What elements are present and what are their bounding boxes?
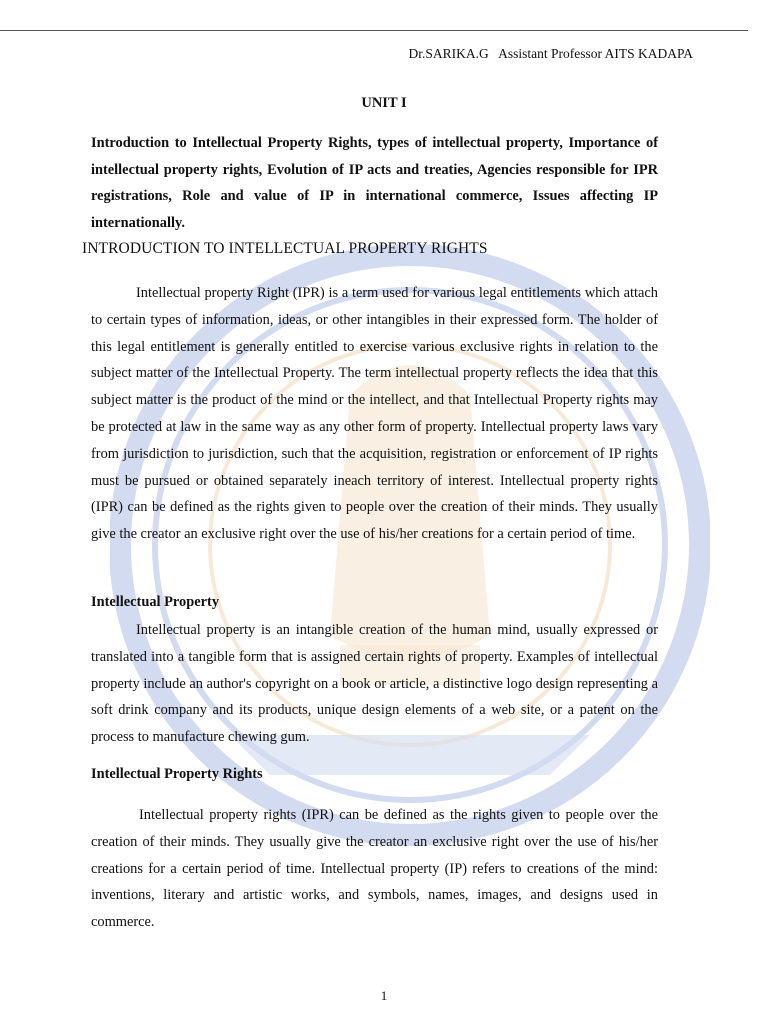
intro-paragraph: Intellectual property Right (IPR) is a term used for various legal entitlements which attach to certain types of information, ideas, or other intangibles in their expressed form. The holder of this legal entitlement is generally entitled to exercise various exclusive rights in relation to the subject matter of the Intellectual Property. The term intellectual property reflects the idea that this subject matter is the product of the mind or the intellect, and that Intellectual Property rights may be protected at law in the same way as any other form of property. Intellectual property laws vary from jurisdiction to jurisdiction, such that the acquisition, registration or enforcement of IP rights must be pursued or obtained separately ineach territory of interest. Intellectual property rights (IPR) can be defined as the rights given to people over the creation of their minds. They usually give the creator an exclusive right over the use of his/her creations for a certain period of time. (91, 285, 658, 543)
unit-title: UNIT I (361, 95, 407, 111)
section-heading: INTRODUCTION TO INTELLECTUAL PROPERTY RIGHTS (82, 240, 488, 257)
ipr-heading: Intellectual Property Rights (91, 766, 263, 782)
header-rule (0, 30, 748, 31)
page-number: 1 (380, 988, 388, 1003)
topics-summary: Introduction to Intellectual Property Rights, types of intellectual property, Importance of intellectual property rights, Evolution of IP acts and treaties, Agencies responsible for IPR registrations, Role and value of IP in international commerce, Issues affecting IP internationally. (91, 135, 658, 231)
ipr-paragraph: Intellectual property rights (IPR) can be defined as the rights given to people over the creation of their minds. They usually give the creator an exclusive right over the use of his/her creations for a certain period of time. Intellectual property (IP) refers to creations of the mind: inventions, literary and artistic works, and symbols, names, images, and designs used in commerce. (91, 807, 658, 931)
author-header: Dr.SARIKA.G Assistant Professor AITS KADAPA (408, 46, 693, 61)
intellectual-property-paragraph: Intellectual property is an intangible creation of the human mind, usually expressed or translated into a tangible form that is assigned certain rights of property. Examples of intellectual property include an author's copyright on a book or article, a distinctive logo design representing a soft drink company and its products, unique design elements of a web site, or a patent on the process to manufacture chewing gum. (91, 622, 658, 746)
intellectual-property-heading: Intellectual Property (91, 594, 220, 610)
